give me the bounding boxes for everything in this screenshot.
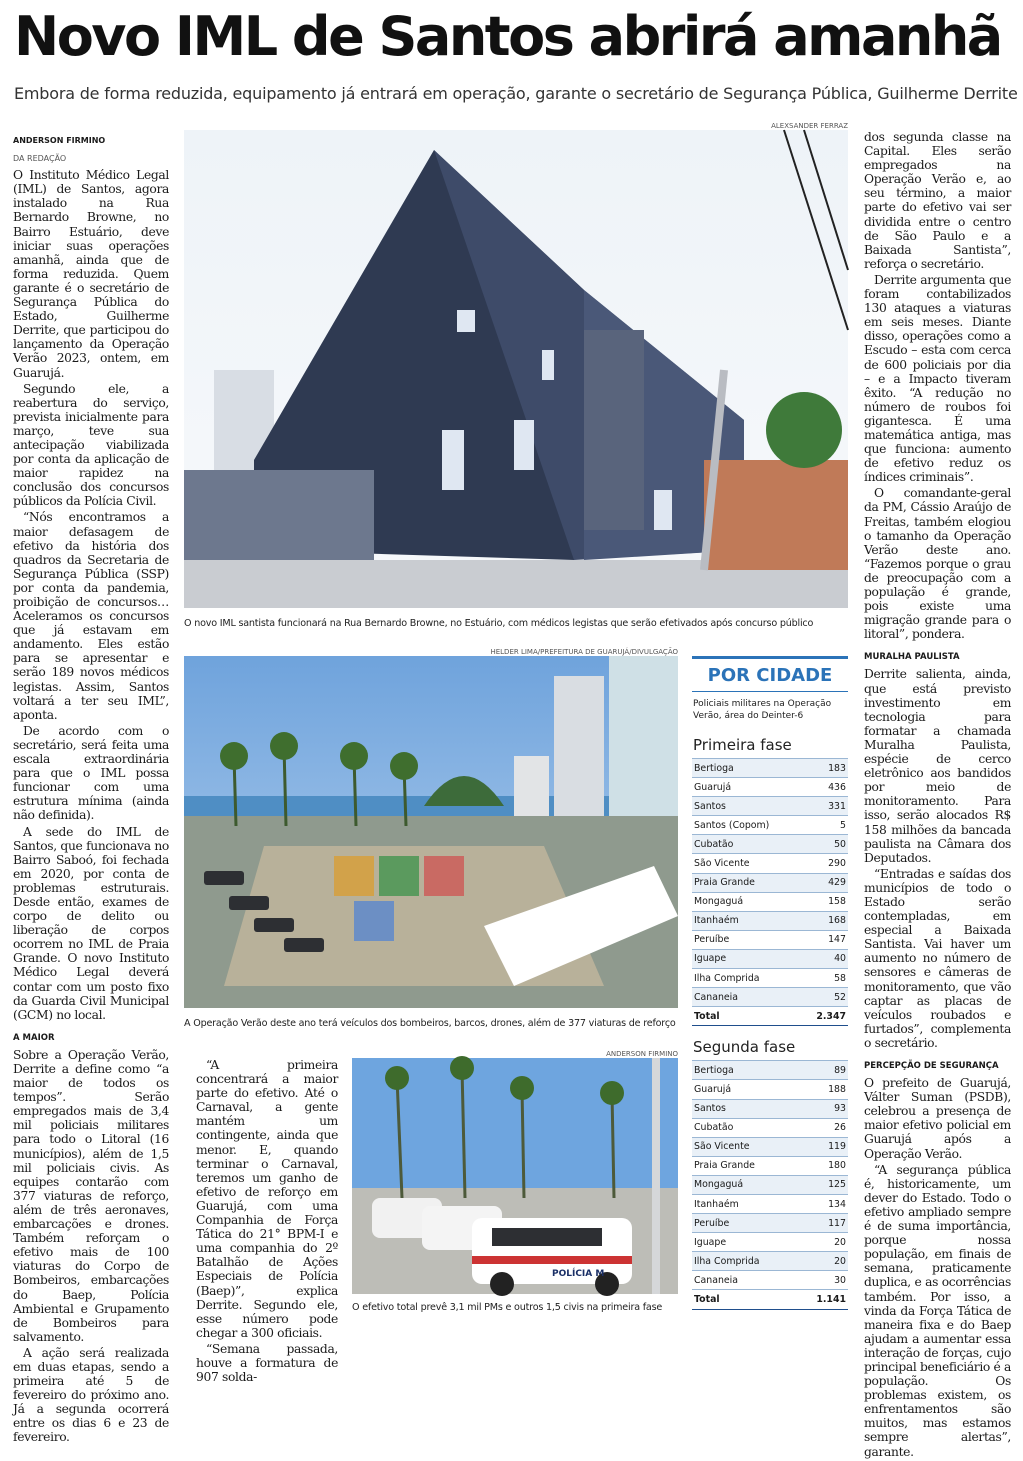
- city-name: Cananeia: [692, 988, 802, 1007]
- vehicle-label: POLÍCIA M: [552, 1269, 605, 1279]
- paragraph: “A primeira concentrará a maior parte do efetivo. Até o Carnaval, a gente mantém um contingente, ainda que menor. E, quando terminar o Carnaval, teremos um ganho de efetivo de reforço em Guarujá, com uma Companhia de Força Tática do 21° BPM-I e uma companhia do 2º Batalhão de Ações Especiais de Polícia (Baep)”, explica Derrite. Segundo ele, esse número pode chegar a 300 oficiais.: [196, 1058, 338, 1340]
- photo-caption: A Operação Verão deste ano terá veículos dos bombeiros, barcos, drones, além de 377 viaturas de reforço: [184, 1018, 676, 1029]
- officer-count: 50: [802, 835, 848, 854]
- paragraph: dos segunda classe na Capital. Eles serão empregados na Operação Verão e, ao seu término, a maior parte do efetivo vai ser dividida entre o centro de São Paulo e a Baixada Santista”, reforça o secretário.: [864, 130, 1011, 271]
- table-row: [692, 873, 848, 892]
- city-name: Iguape: [692, 949, 802, 968]
- paragraph: Segundo ele, a reabertura do serviço, prevista inicialmente para março, teve sua antecipação viabilizada por conta da aplicação de maior rapidez na conclusão dos concursos públicos da Polícia Civil.: [13, 381, 169, 509]
- city-name: Santos: [692, 1099, 797, 1118]
- iml-building-photo: [184, 130, 848, 608]
- photo-credit: ANDERSON FIRMINO: [606, 1050, 678, 1058]
- table-row: [692, 835, 848, 854]
- table-row: [692, 1061, 848, 1080]
- total-value: 1.141: [797, 1290, 848, 1309]
- section-heading: PERCEPÇÃO DE SEGURANÇA: [864, 1061, 999, 1071]
- paragraph: O comandante-geral da PM, Cássio Araújo de Freitas, também elogiou o tamanho da Operação Verão deste ano. “Fazemos porque o grau de preocupação com a população é grande, pois existe uma migração grande para o litoral”, pondera.: [864, 486, 1011, 642]
- city-name: Bertioga: [692, 759, 802, 778]
- officer-count: 180: [797, 1156, 848, 1175]
- city-name: Peruíbe: [692, 930, 802, 949]
- photo-caption: O efetivo total prevê 3,1 mil PMs e outros 1,5 civis na primeira fase: [352, 1302, 663, 1313]
- section-heading: A MAIOR: [13, 1032, 55, 1043]
- paragraph: “Nós encontramos a maior defasagem de efetivo da história dos quadros da Secretaria de Segurança Pública (SSP) por conta da pandemia, proibição de concursos… Aceleramos os concursos que já estavam em andamento. Eles estão para se apresentar e serão 189 novos médicos legistas. Assim, Santos voltará a ter seu IML”, aponta.: [13, 510, 169, 722]
- officer-count: 58: [802, 969, 848, 988]
- city-name: Santos (Copom): [692, 816, 802, 835]
- city-name: Cubatão: [692, 835, 802, 854]
- operacao-verao-event-photo: [184, 656, 678, 1008]
- photo-credit: HELDER LIMA/PREFEITURA DE GUARUJÁ/DIVULGAÇÃO: [490, 648, 678, 656]
- officer-count: 20: [797, 1252, 848, 1271]
- city-name: São Vicente: [692, 854, 802, 873]
- city-name: Itanhaém: [692, 1194, 797, 1213]
- table-row: [692, 1252, 848, 1271]
- city-name: Ilha Comprida: [692, 969, 802, 988]
- paragraph: A sede do IML de Santos, que funcionava no Bairro Saboó, foi fechada em 2020, por conta de problemas estruturais. Desde então, exames de corpo de delito ou liberação de corpos ocorrem no IML de Praia Grande. O novo Instituto Médico Legal deverá contar com um posto fixo da Guarda Civil Municipal (GCM) no local.: [13, 824, 169, 1022]
- table-row: [692, 1194, 848, 1213]
- city-name: Praia Grande: [692, 1156, 797, 1175]
- table-row: [692, 797, 848, 816]
- officer-count: 125: [797, 1175, 848, 1194]
- table-row: [692, 969, 848, 988]
- table-row: [692, 1271, 848, 1290]
- officer-count: 147: [802, 930, 848, 949]
- paragraph: Derrite salienta, ainda, que está previsto investimento em tecnologia para formatar a chamada Muralha Paulista, espécie de cerco eletrônico aos bandidos por meio de monitoramento. Para isso, serão alocados R$ 158 milhões da bancada paulista na Câmara dos Deputados.: [864, 667, 1011, 865]
- author-org: DA REDAÇÃO: [13, 154, 67, 164]
- box-subtitle: Policiais militares na Operação Verão, área do Deinter-6: [693, 699, 832, 721]
- city-name: Praia Grande: [692, 873, 802, 892]
- city-name: Itanhaém: [692, 911, 802, 930]
- officer-count: 429: [802, 873, 848, 892]
- paragraph: O Instituto Médico Legal (IML) de Santos, agora instalado na Rua Bernardo Browne, no Bairro Estuário, deve iniciar suas operações amanhã, ainda que de forma reduzida. Quem garante é o secretário de Segurança Pública do Estado, Guilherme Derrite, que participou do lançamento da Operação Verão 2023, ontem, em Guarujá.: [13, 168, 169, 380]
- city-name: Guarujá: [692, 778, 802, 797]
- officer-count: 5: [802, 816, 848, 835]
- city-name: Cubatão: [692, 1118, 797, 1137]
- city-name: Guarujá: [692, 1080, 797, 1099]
- officer-count: 119: [797, 1137, 848, 1156]
- table-row: [692, 1175, 848, 1194]
- total-row: [692, 1007, 848, 1026]
- officer-count: 93: [797, 1099, 848, 1118]
- section-heading: MURALHA PAULISTA: [864, 652, 960, 663]
- paragraph: A ação será realizada em duas etapas, sendo a primeira até 5 de fevereiro do próximo ano. Já a segunda ocorrerá entre os dias 6 e 23 de fevereiro.: [13, 1345, 169, 1445]
- table-row: [692, 778, 848, 797]
- author-name: ANDERSON FIRMINO: [13, 136, 106, 145]
- city-name: Mongaguá: [692, 1175, 797, 1194]
- officer-count: 89: [797, 1061, 848, 1080]
- city-name: Mongaguá: [692, 892, 802, 911]
- police-vehicles-photo: [352, 1058, 678, 1294]
- table-row: [692, 816, 848, 835]
- article-column-4: [864, 130, 1011, 1461]
- table-row: [692, 1080, 848, 1099]
- table-row: [692, 988, 848, 1007]
- city-name: São Vicente: [692, 1137, 797, 1156]
- subheadline: Embora de forma reduzida, equipamento já entrará em operação, garante o secretário de Segurança Pública, Guilherme Derrite: [14, 84, 1018, 103]
- table-row: [692, 759, 848, 778]
- phase2-title: Segunda fase: [693, 1038, 796, 1057]
- city-name: Cananeia: [692, 1271, 797, 1290]
- vehicles-illustration: [352, 1058, 678, 1294]
- table-row: [692, 1118, 848, 1137]
- paragraph: Derrite argumenta que foram contabilizados 130 ataques a viaturas em seis meses. Diante disso, operações como a Escudo – esta com cerca de 600 policiais por dia – e a Impacto tiveram êxito. “A redução no número de roubos foi gigantesca. É uma matemática antiga, mas que funciona: aumento de efetivo reduz os índices criminais”.: [864, 272, 1011, 485]
- box-title: POR CIDADE: [692, 656, 848, 692]
- table-row: [692, 949, 848, 968]
- photo-credit: ALEXSANDER FERRAZ: [771, 122, 848, 130]
- table-row: [692, 1156, 848, 1175]
- paragraph: “A segurança pública é, historicamente, um dever do Estado. Todo o efetivo ampliado sempre é de suma importância, porque nossa população, em finais de semana, praticamente duplica, e as ocorrências também. Por isso, a vinda da Força Tática de maneira fixa e do Baep ajudam a aumentar essa interação de forças, cujo principal beneficiário é a população. Os problemas existem, os enfrentamentos são muitos, mas estamos sempre alertas”, garante.: [864, 1162, 1011, 1459]
- table-row: [692, 911, 848, 930]
- officer-count: 188: [797, 1080, 848, 1099]
- total-label: Total: [692, 1290, 797, 1309]
- officer-count: 52: [802, 988, 848, 1007]
- city-name: Ilha Comprida: [692, 1252, 797, 1271]
- city-name: Iguape: [692, 1233, 797, 1252]
- total-value: 2.347: [802, 1007, 848, 1026]
- paragraph: De acordo com o secretário, será feita uma escala extraordinária para que o IML possa funcionar com uma estrutura mínima (ainda não definida).: [13, 723, 169, 823]
- table-row: [692, 1099, 848, 1118]
- table-row: [692, 1233, 848, 1252]
- table-row: [692, 930, 848, 949]
- photo-caption: O novo IML santista funcionará na Rua Bernardo Browne, no Estuário, com médicos legistas que serão efetivados após concurso público: [184, 618, 814, 629]
- phase1-title: Primeira fase: [693, 736, 792, 754]
- officer-count: 117: [797, 1214, 848, 1233]
- article-column-2: [196, 1058, 338, 1386]
- por-cidade-box: [692, 656, 848, 1310]
- paragraph: O prefeito de Guarujá, Válter Suman (PSDB), celebrou a presença de maior efetivo policial em Guarujá após a Operação Verão.: [864, 1076, 1011, 1161]
- officer-count: 30: [797, 1271, 848, 1290]
- officer-count: 26: [797, 1118, 848, 1137]
- officer-count: 20: [797, 1233, 848, 1252]
- total-row: [692, 1290, 848, 1309]
- phase1-table: [692, 758, 848, 1026]
- building-illustration: [184, 130, 848, 608]
- article-column-1: [13, 134, 169, 1447]
- officer-count: 331: [802, 797, 848, 816]
- table-row: [692, 1137, 848, 1156]
- paragraph: Sobre a Operação Verão, Derrite a define como “a maior de todos os tempos”. Serão empregados mais de 3,4 mil policiais militares para todo o Litoral (16 municípios), além de 1,5 mil policiais civis. As equipes contarão com 377 viaturas de reforço, além de três aeronaves, embarcações e drones. Também reforçam o efetivo mais de 100 viaturas do Corpo de Bombeiros, embarcações do Baep, Polícia Ambiental e Grupamento de Bombeiros para salvamento.: [13, 1047, 169, 1344]
- headline: Novo IML de Santos abrirá amanhã: [14, 5, 1001, 68]
- officer-count: 40: [802, 949, 848, 968]
- paragraph: “Entradas e saídas dos municípios de todo o Estado serão contempladas, em especial a Baixada Santista. Vai haver um aumento no número de sensores e câmeras de monitoramento, que vão captar as placas de veículos roubados e furtados”, complementa o secretário.: [864, 866, 1011, 1050]
- officer-count: 168: [802, 911, 848, 930]
- table-row: [692, 854, 848, 873]
- officer-count: 436: [802, 778, 848, 797]
- officer-count: 134: [797, 1194, 848, 1213]
- paragraph: “Semana passada, houve a formatura de 907 solda-: [196, 1341, 338, 1385]
- table-row: [692, 1214, 848, 1233]
- city-name: Bertioga: [692, 1061, 797, 1080]
- total-label: Total: [692, 1007, 802, 1026]
- table-row: [692, 892, 848, 911]
- officer-count: 290: [802, 854, 848, 873]
- phase2-table: [692, 1060, 848, 1309]
- officer-count: 183: [802, 759, 848, 778]
- event-illustration: [184, 656, 678, 1008]
- city-name: Peruíbe: [692, 1214, 797, 1233]
- officer-count: 158: [802, 892, 848, 911]
- city-name: Santos: [692, 797, 802, 816]
